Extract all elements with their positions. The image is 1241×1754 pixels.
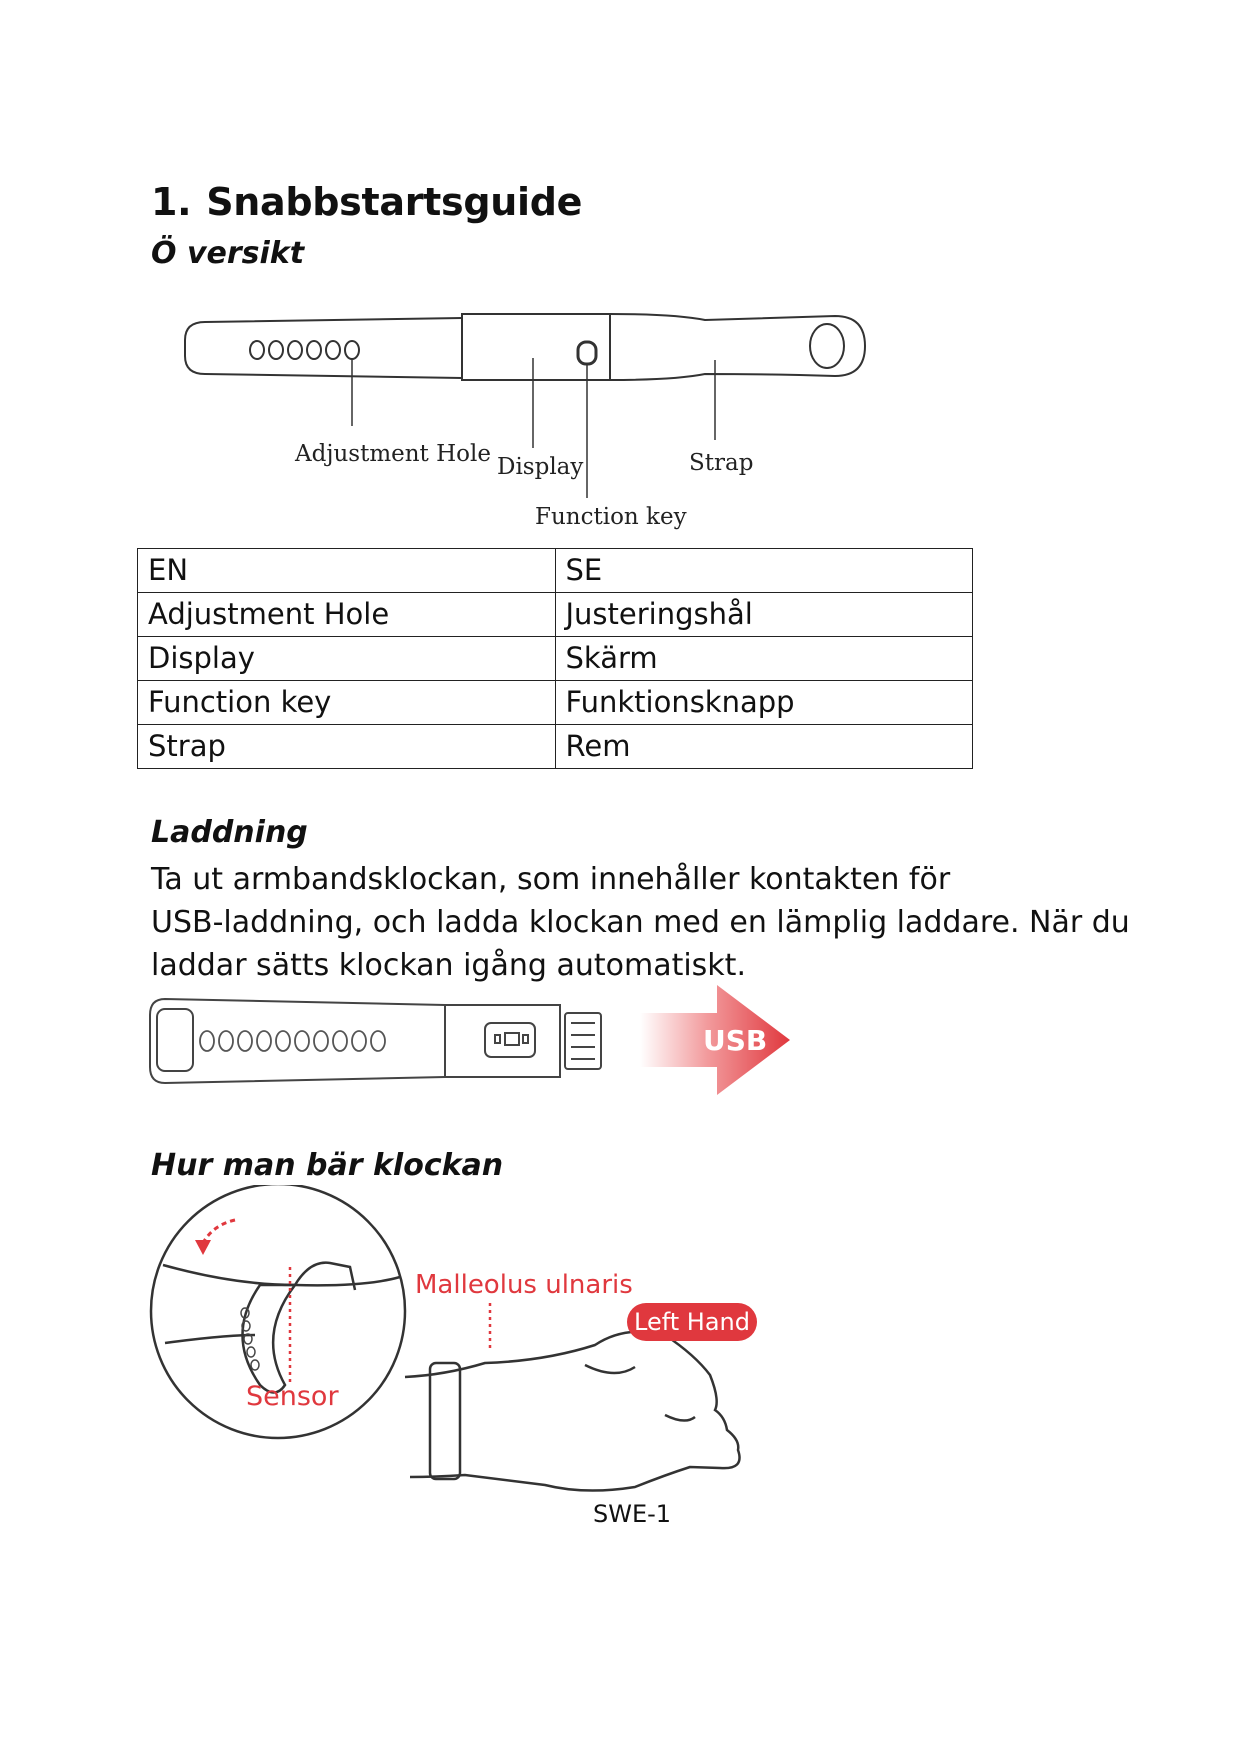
- term-se: Rem: [555, 725, 973, 769]
- page-number: SWE-1: [593, 1500, 672, 1528]
- table-row: [138, 637, 973, 681]
- usb-arrow-icon: [640, 985, 790, 1095]
- label-display: Display: [497, 454, 584, 480]
- subheading: Ö versikt: [151, 236, 305, 271]
- left-hand-label: Left Hand: [634, 1308, 750, 1336]
- label-adjustment-hole: Adjustment Hole: [295, 441, 491, 467]
- charging-line: Ta ut armbandsklockan, som innehåller kontakten för: [151, 862, 951, 897]
- charging-paragraph: [151, 858, 1130, 987]
- page-title: [151, 180, 582, 224]
- header-en: EN: [138, 549, 556, 593]
- section-number: 1.: [151, 180, 192, 224]
- wearing-diagram: [145, 1185, 785, 1495]
- term-se: Justeringshål: [555, 593, 973, 637]
- term-en: Function key: [138, 681, 556, 725]
- forearm-outline: [405, 1332, 740, 1491]
- malleolus-label: Malleolus ulnaris: [415, 1270, 633, 1300]
- band-holes: [200, 1031, 385, 1051]
- term-en: Display: [138, 637, 556, 681]
- band-in-circle: [243, 1285, 296, 1393]
- label-strap: Strap: [689, 450, 754, 476]
- usb-label: USB: [703, 1024, 768, 1057]
- adjustment-holes: [250, 341, 359, 359]
- section-title: Snabbstartsguide: [206, 180, 583, 224]
- table-row: [138, 725, 973, 769]
- term-se: Skärm: [555, 637, 973, 681]
- term-en: Strap: [138, 725, 556, 769]
- table-row: [138, 593, 973, 637]
- sensor-label: Sensor: [246, 1381, 339, 1412]
- table-header-row: [138, 549, 973, 593]
- rotation-arrow-icon: [203, 1220, 235, 1243]
- charging-title: Laddning: [151, 815, 308, 850]
- charging-line: USB-laddning, och ladda klockan med en lämplig laddare. När du: [151, 905, 1130, 940]
- glossary-table: [137, 548, 973, 769]
- function-key-shape: [578, 342, 596, 364]
- charging-line: laddar sätts klockan igång automatiskt.: [151, 948, 746, 983]
- wearing-title: Hur man bär klockan: [151, 1148, 504, 1183]
- left-strap-outline: [185, 318, 462, 378]
- term-en: Adjustment Hole: [138, 593, 556, 637]
- band-end-loop: [157, 1009, 193, 1071]
- usb-plug-icon: [565, 1013, 601, 1069]
- buckle-hole: [810, 324, 844, 368]
- band-overview-diagram: [175, 300, 895, 545]
- display-module-outline: [462, 314, 610, 380]
- term-se: Funktionsknapp: [555, 681, 973, 725]
- table-row: [138, 681, 973, 725]
- wristband-on-arm: [430, 1363, 460, 1479]
- header-se: SE: [555, 549, 973, 593]
- label-function-key: Function key: [535, 504, 687, 530]
- usb-charging-diagram: [145, 985, 795, 1095]
- charging-band-outline: [150, 999, 560, 1083]
